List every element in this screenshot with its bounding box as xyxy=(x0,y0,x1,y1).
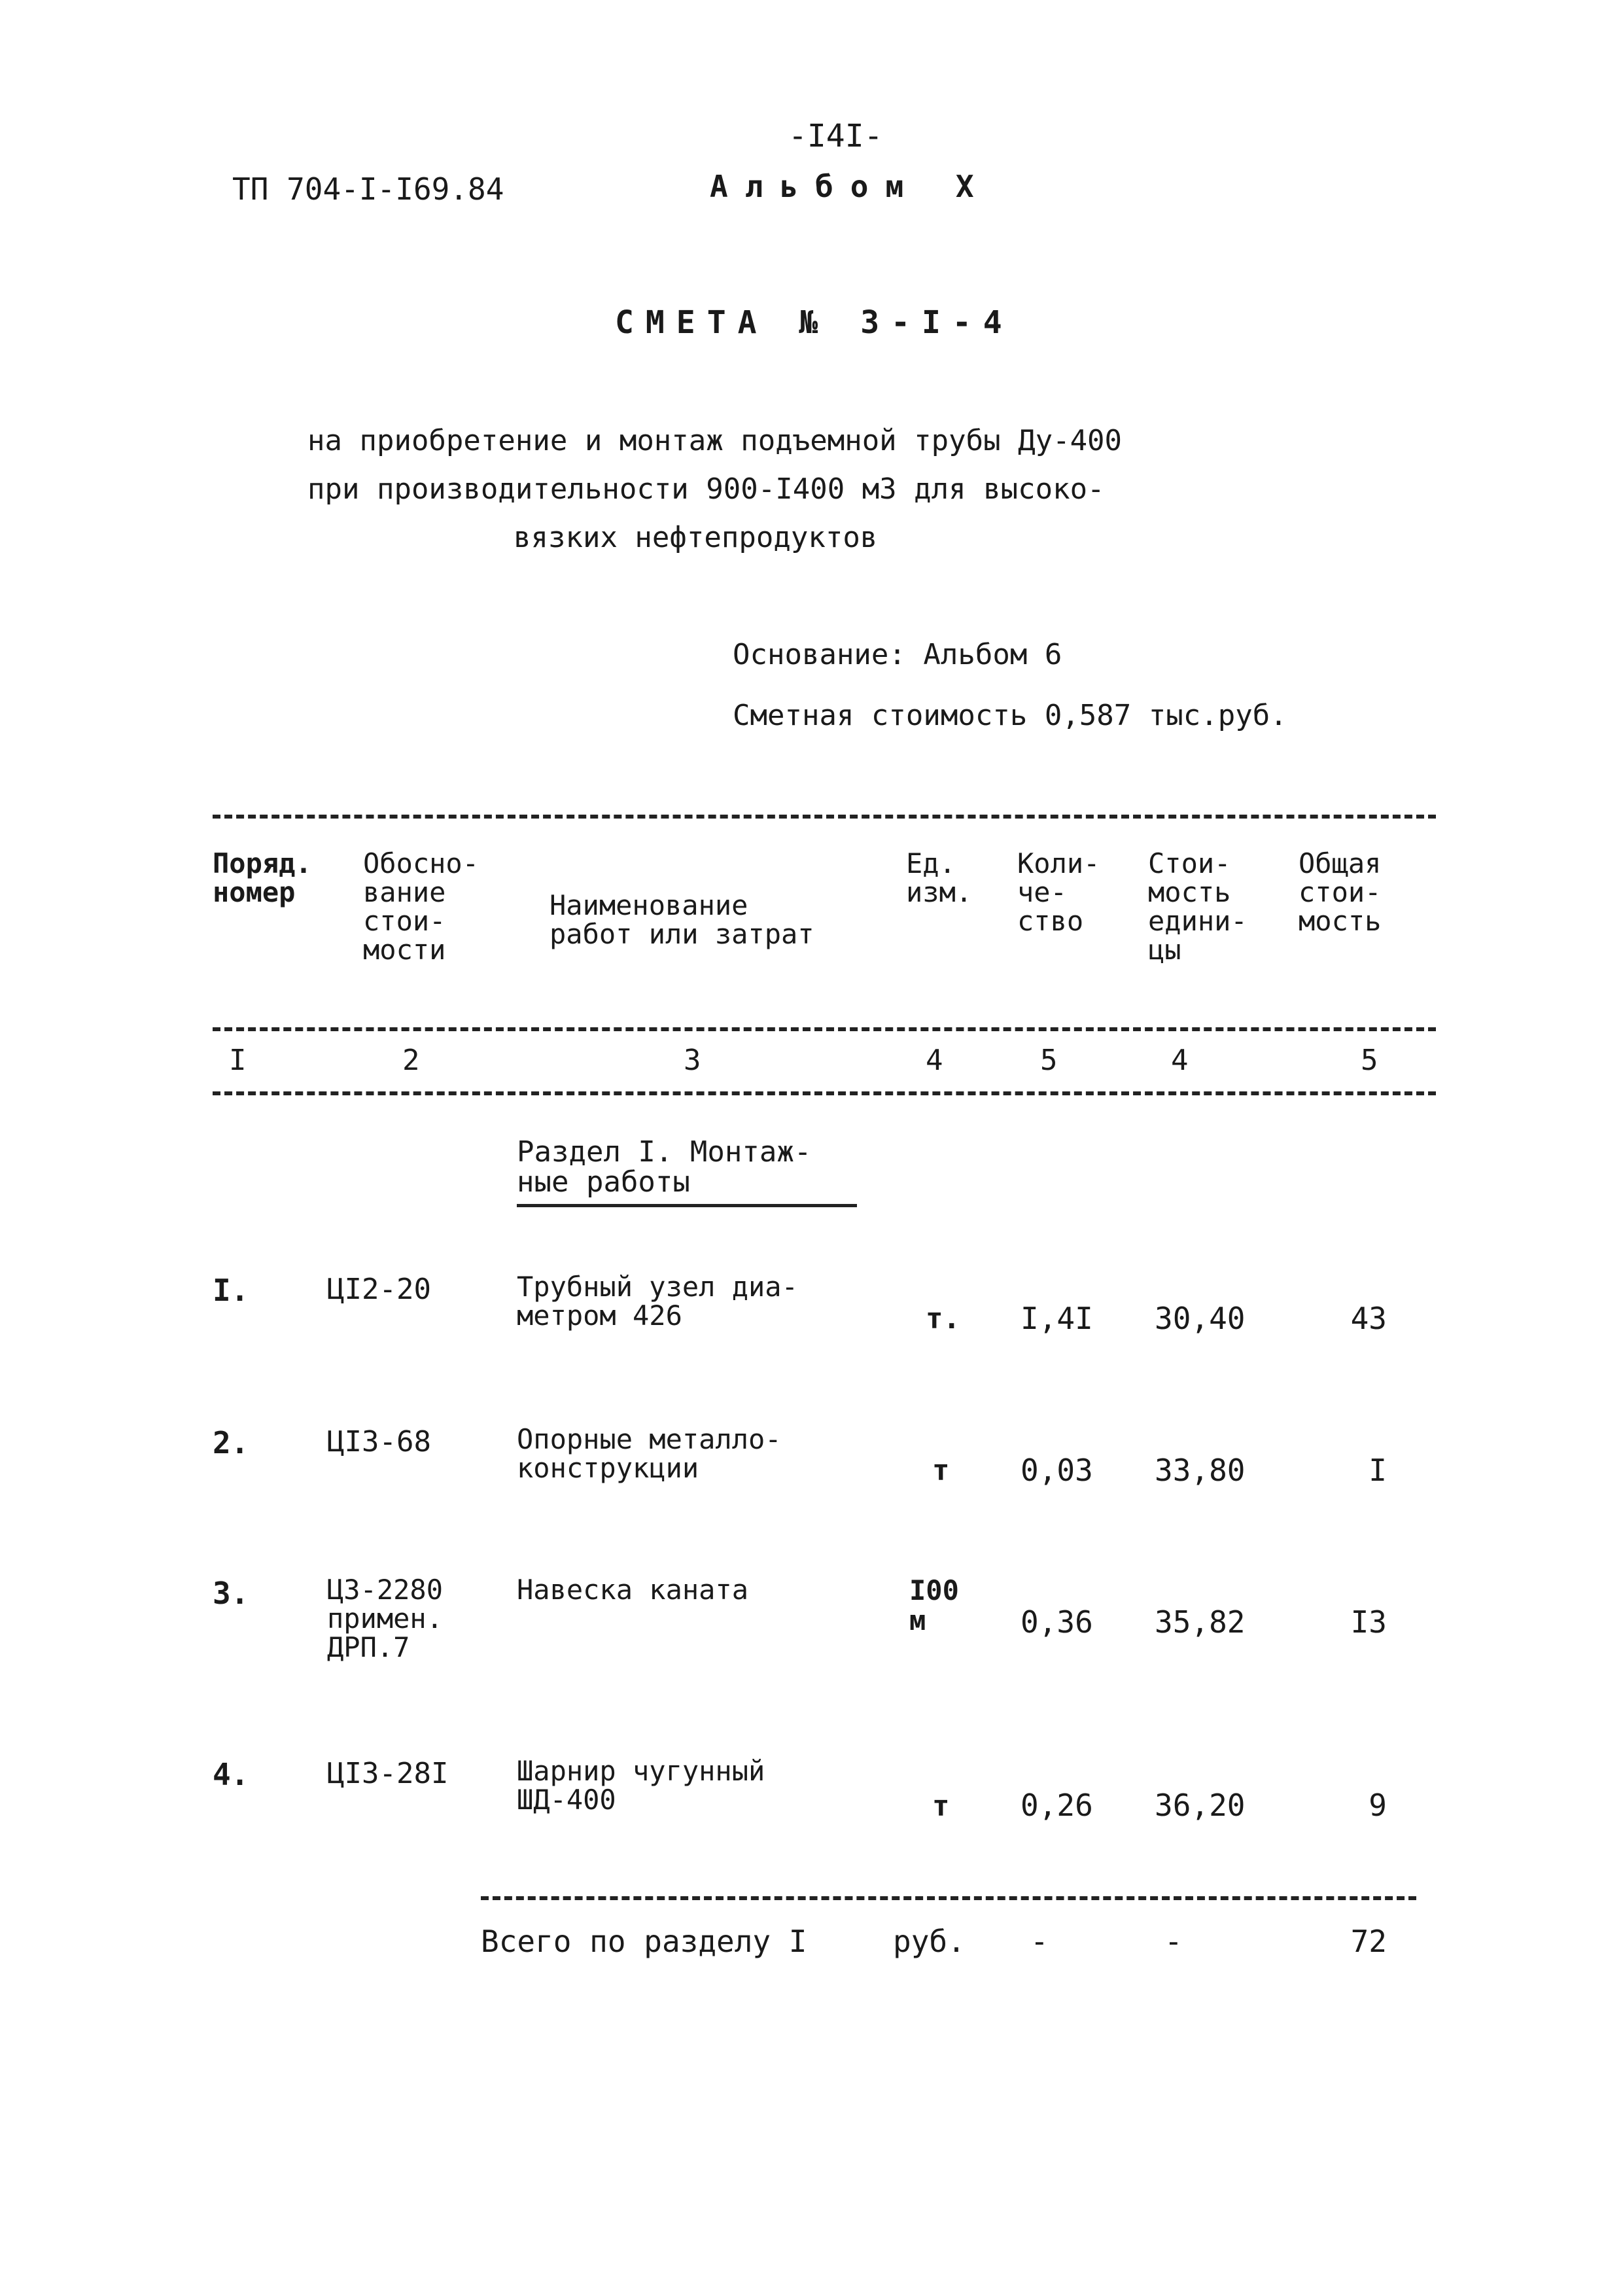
row-total: 43 xyxy=(1350,1301,1387,1336)
row-number: 4. xyxy=(213,1757,249,1792)
row-unit: т xyxy=(932,1454,950,1487)
column-number-7: 5 xyxy=(1361,1044,1378,1077)
column-number-5: 5 xyxy=(1040,1044,1058,1077)
estimated-cost: Сметная стоимость 0,587 тыс.руб. xyxy=(733,699,1287,732)
section-total-unit: руб. xyxy=(893,1924,966,1959)
row-total: I3 xyxy=(1350,1604,1387,1640)
table-top-border xyxy=(213,815,1436,819)
row-total: 9 xyxy=(1369,1788,1387,1823)
subtitle-line-3: вязких нефтепродуктов xyxy=(514,521,878,554)
section-total-unit-cost: - xyxy=(1164,1924,1183,1959)
row-quantity: 0,26 xyxy=(1021,1788,1093,1823)
row-unit: I00 м xyxy=(909,1574,959,1636)
row-quantity: I,4I xyxy=(1021,1301,1093,1336)
row-unit: т. xyxy=(926,1302,960,1335)
section-title: Раздел I. Монтаж- ные работы xyxy=(517,1135,812,1199)
header-work-name: Наименование работ или затрат xyxy=(550,889,814,950)
row-number: 3. xyxy=(213,1576,249,1611)
subtitle-line-1: на приобретение и монтаж подъемной трубы Ду-400 xyxy=(307,424,1123,457)
header-unit-cost: Стои- мость едини- цы xyxy=(1148,847,1248,966)
column-number-3: 3 xyxy=(684,1044,701,1077)
header-order-number: Поряд. номер xyxy=(213,847,312,908)
row-number: 2. xyxy=(213,1425,249,1460)
album-label: Альбом X xyxy=(710,169,991,204)
row-unit-cost: 33,80 xyxy=(1155,1453,1246,1488)
subtitle-line-2: при производительности 900-I400 м3 для высоко- xyxy=(307,472,1105,506)
header-quantity: Коли- че- ство xyxy=(1017,847,1100,937)
row-basis: ЦI3-68 xyxy=(327,1425,431,1458)
section-total-label: Всего по разделу I xyxy=(481,1924,807,1959)
section-total-quantity: - xyxy=(1030,1924,1049,1959)
row-name: Опорные металло- конструкции xyxy=(517,1423,782,1484)
row-unit: т xyxy=(932,1790,950,1823)
row-basis: ЦI3-28I xyxy=(327,1757,449,1790)
header-cost-basis: Обосно- вание стои- мости xyxy=(363,847,480,966)
row-quantity: 0,36 xyxy=(1021,1604,1093,1640)
column-number-1: I xyxy=(229,1044,247,1077)
column-number-6: 4 xyxy=(1171,1044,1189,1077)
header-bottom-border xyxy=(213,1027,1436,1031)
estimate-title: СМЕТА № 3-I-4 xyxy=(615,304,1014,341)
row-name: Навеска каната xyxy=(517,1574,749,1606)
row-name: Шарнир чугунный ШД-400 xyxy=(517,1755,765,1816)
header-unit: Ед. изм. xyxy=(906,847,973,908)
section-total-amount: 72 xyxy=(1350,1924,1387,1959)
column-number-4: 4 xyxy=(926,1044,943,1077)
column-numbers-bottom-border xyxy=(213,1091,1436,1095)
row-basis: Ц3-2280 примен. ДРП.7 xyxy=(327,1574,444,1663)
total-top-border xyxy=(481,1896,1416,1900)
row-total: I xyxy=(1369,1453,1387,1488)
page-number: -I4I- xyxy=(788,118,883,154)
row-basis: ЦI2-20 xyxy=(327,1273,431,1306)
row-unit-cost: 30,40 xyxy=(1155,1301,1246,1336)
row-unit-cost: 36,20 xyxy=(1155,1788,1246,1823)
row-number: I. xyxy=(213,1273,249,1308)
column-number-2: 2 xyxy=(402,1044,420,1077)
basis-label: Основание: Альбом 6 xyxy=(733,638,1062,671)
row-name: Трубный узел диа- метром 426 xyxy=(517,1271,798,1332)
document-code: ТП 704-I-I69.84 xyxy=(232,171,504,207)
header-total-cost: Общая стои- мость xyxy=(1299,847,1382,937)
row-quantity: 0,03 xyxy=(1021,1453,1093,1488)
row-unit-cost: 35,82 xyxy=(1155,1604,1246,1640)
section-title-underline xyxy=(517,1204,857,1207)
